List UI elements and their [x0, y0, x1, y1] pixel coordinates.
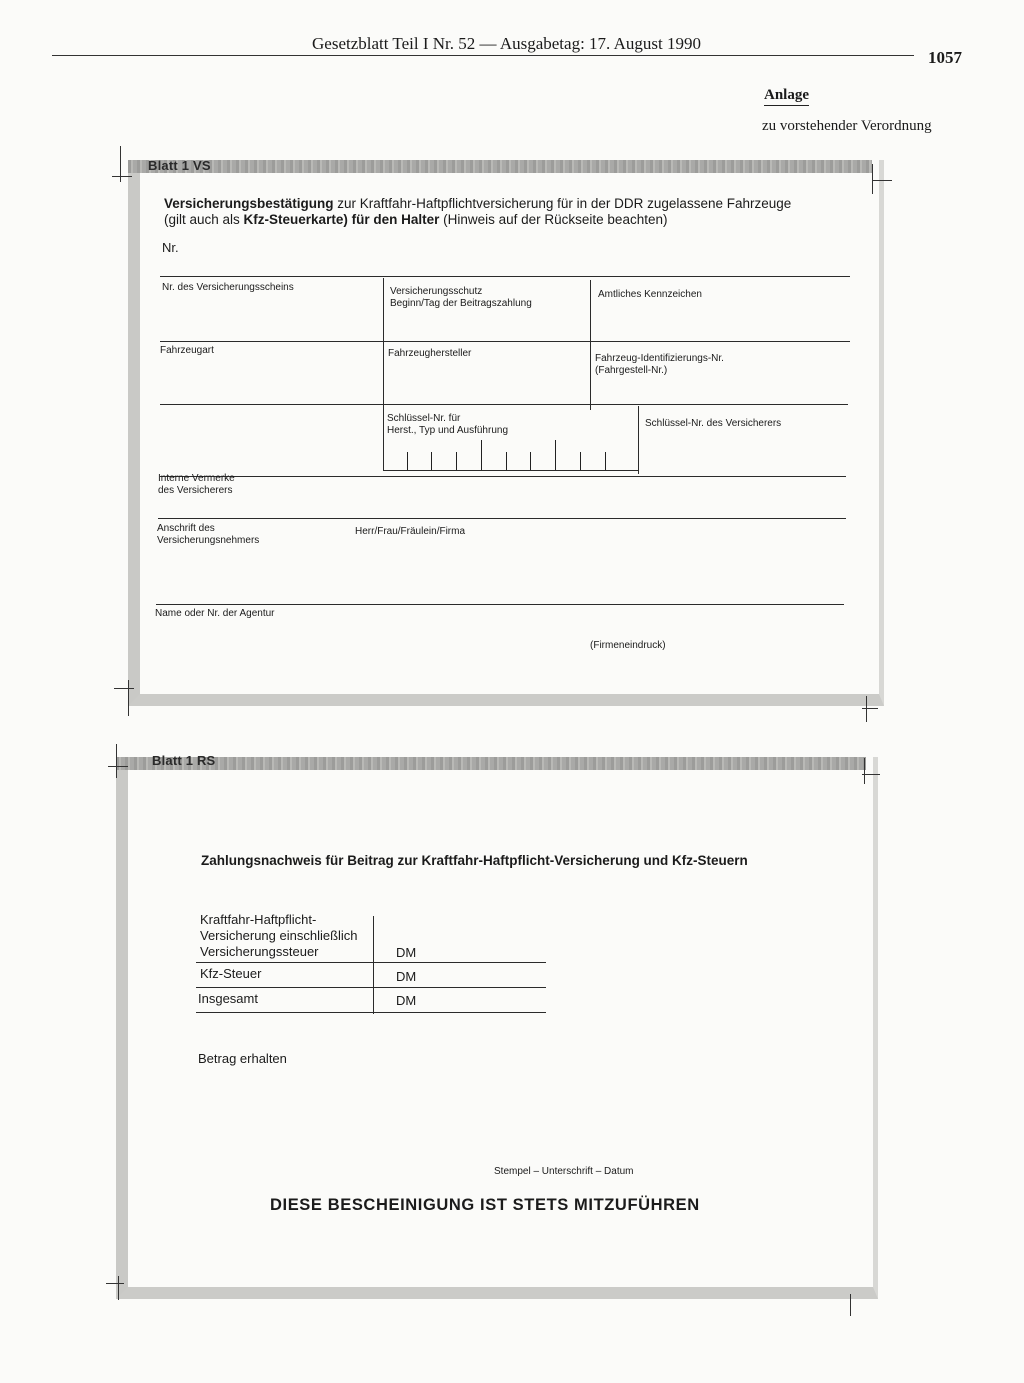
- form-divider: [383, 278, 384, 470]
- form-rule: [160, 276, 850, 277]
- crop-mark: [108, 766, 128, 767]
- key-digit-box: [580, 452, 581, 470]
- heading-bold: Versicherungsbestätigung: [164, 196, 334, 211]
- payment-divider: [373, 916, 374, 1014]
- field-schluessel-versicherer: Schlüssel-Nr. des Versicherers: [645, 418, 782, 429]
- heading-text: (Hinweis auf der Rückseite beachten): [439, 212, 668, 227]
- field-versicherungsschutz: [390, 286, 532, 310]
- payment-row-kfz-steuer: Kfz-Steuer: [200, 966, 262, 981]
- crop-mark: [872, 164, 873, 194]
- payment-rule: [196, 1012, 546, 1013]
- crop-mark: [128, 680, 129, 716]
- page-number: 1057: [928, 48, 962, 67]
- anlage-label: Anlage: [764, 87, 809, 106]
- form-rule: [158, 518, 846, 519]
- field-identifizierung: [595, 353, 724, 377]
- payment-unit: DM: [396, 993, 417, 1008]
- form-rule: [160, 341, 850, 342]
- key-digit-box: [431, 452, 432, 470]
- field-fahrzeugart: Fahrzeugart: [160, 345, 214, 356]
- crop-mark: [862, 708, 878, 709]
- key-digit-box: [605, 452, 606, 470]
- card-back: [116, 757, 878, 1299]
- field-agentur: Name oder Nr. der Agentur: [155, 608, 275, 619]
- card-back-footer: DIESE BESCHEINIGUNG IST STETS MITZUFÜHREN: [270, 1196, 700, 1214]
- header-rule: [52, 55, 914, 56]
- field-label-line: Versicherungsschutz: [390, 286, 483, 297]
- form-rule: [383, 470, 639, 471]
- payment-rule: [196, 962, 546, 963]
- card-front-band: [128, 160, 872, 173]
- crop-mark: [118, 1276, 119, 1300]
- field-label-line: des Versicherers: [158, 485, 233, 496]
- payment-unit: DM: [396, 969, 417, 984]
- heading-bold: Kfz-Steuerkarte): [243, 212, 348, 227]
- field-versicherungsschein: Nr. des Versicherungsscheins: [162, 282, 294, 293]
- card-back-heading: Zahlungsnachweis für Beitrag zur Kraftfahr-Haftpflicht-Versicherung und Kfz-Steuern: [201, 853, 748, 868]
- form-rule: [156, 604, 844, 605]
- payment-unit: DM: [396, 945, 417, 960]
- anlage-subtitle: zu vorstehender Verordnung: [762, 118, 932, 134]
- heading-text: (gilt auch als: [164, 212, 244, 227]
- betrag-erhalten: Betrag erhalten: [198, 1051, 287, 1066]
- field-label-line: Anschrift des: [157, 523, 215, 534]
- payment-row-haftpflicht: [200, 912, 358, 960]
- field-hersteller: Fahrzeughersteller: [388, 348, 472, 359]
- card-back-tag: Blatt 1 RS: [152, 753, 216, 768]
- crop-mark: [112, 176, 132, 177]
- card-back-band: [116, 757, 866, 770]
- field-label-line: Versicherungsnehmers: [157, 535, 260, 546]
- field-anrede: Herr/Frau/Fräulein/Firma: [355, 526, 466, 537]
- stempel-line: Stempel – Unterschrift – Datum: [494, 1166, 634, 1177]
- key-digit-box: [407, 452, 408, 470]
- crop-mark: [114, 688, 134, 689]
- field-label-line: Schlüssel-Nr. für: [387, 413, 461, 424]
- field-label-line: Fahrzeug-Identifizierungs-Nr.: [595, 353, 724, 364]
- field-label-line: Interne Vermerke: [158, 473, 235, 484]
- form-rule: [160, 404, 848, 405]
- card-front-tag: Blatt 1 VS: [148, 158, 211, 173]
- heading-bold: für den Halter: [351, 212, 440, 227]
- crop-mark: [872, 180, 892, 181]
- nr-label: Nr.: [162, 240, 179, 255]
- payment-label-line: Versicherung einschließlich: [200, 928, 358, 943]
- crop-mark: [106, 1283, 124, 1284]
- payment-rule: [196, 987, 546, 988]
- payment-row-insgesamt: Insgesamt: [198, 991, 258, 1006]
- form-rule: [160, 476, 846, 477]
- form-divider: [590, 280, 591, 410]
- crop-mark: [862, 774, 880, 775]
- key-digit-box: [555, 440, 556, 470]
- form-divider: [638, 406, 639, 474]
- field-label-line: (Fahrgestell-Nr.): [595, 365, 668, 376]
- crop-mark: [866, 696, 867, 722]
- field-kennzeichen: Amtliches Kennzeichen: [598, 289, 702, 300]
- field-firmeneindruck: (Firmeneindruck): [590, 640, 666, 651]
- key-digit-box: [530, 452, 531, 470]
- field-label-line: Herst., Typ und Ausführung: [387, 425, 509, 436]
- field-vermerke: [158, 473, 235, 497]
- key-digit-box: [506, 452, 507, 470]
- field-label-line: Beginn/Tag der Beitragszahlung: [390, 298, 532, 309]
- crop-mark: [850, 1294, 851, 1316]
- payment-label-line: Kraftfahr-Haftpflicht-: [200, 912, 317, 927]
- crop-mark: [116, 744, 117, 778]
- heading-text: zur Kraftfahr-Haftpflichtversicherung für in der DDR zugelassene Fahrzeuge: [333, 196, 792, 211]
- field-schluessel-typ: [387, 413, 508, 437]
- key-digit-box: [481, 440, 482, 470]
- field-anschrift: [157, 523, 259, 547]
- key-digit-box: [456, 452, 457, 470]
- payment-label-line: Versicherungssteuer: [200, 944, 319, 959]
- crop-mark: [864, 758, 865, 784]
- card-front-heading: [164, 196, 824, 228]
- gazette-title: Gesetzblatt Teil I Nr. 52 — Ausgabetag: 17. August 1990: [312, 34, 701, 53]
